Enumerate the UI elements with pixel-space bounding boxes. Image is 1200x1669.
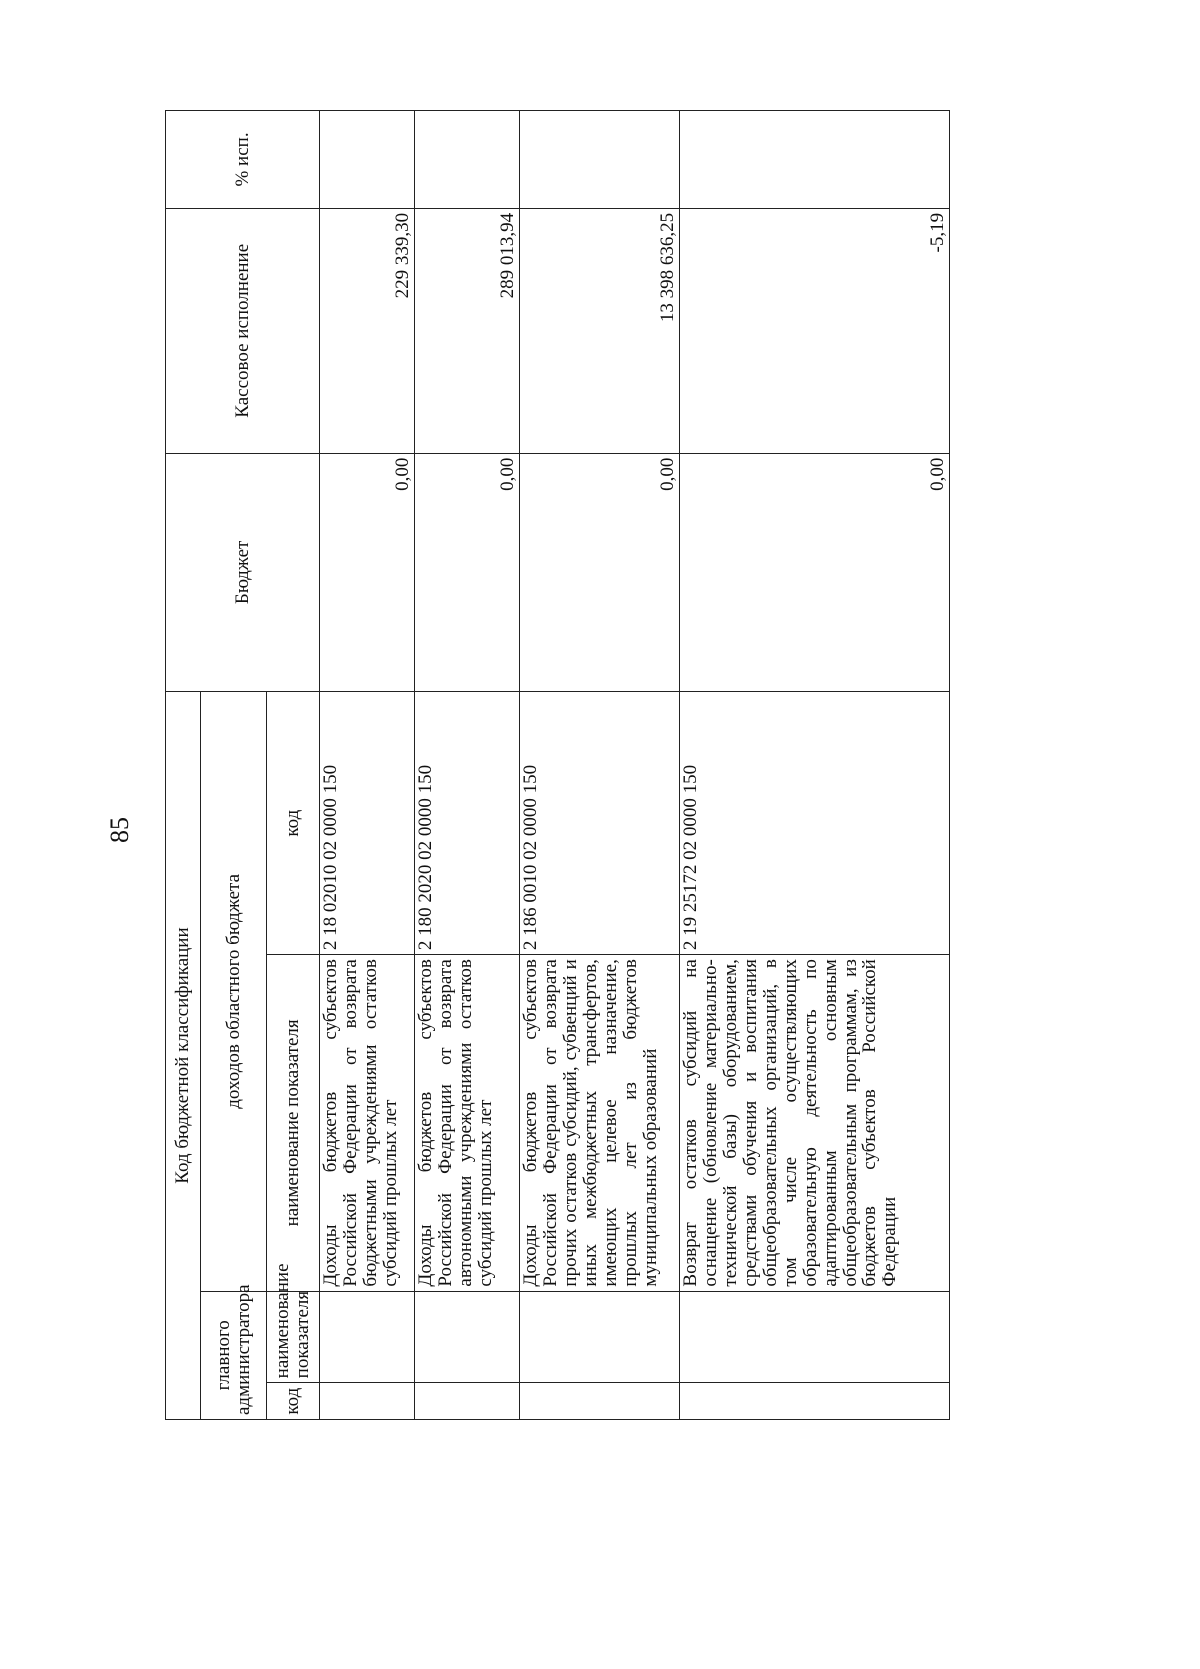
budget-header: Бюджет bbox=[166, 453, 320, 692]
percent-cell bbox=[415, 111, 520, 209]
percent-header: % исп. bbox=[166, 111, 320, 209]
cash-cell: 229 339,30 bbox=[320, 208, 415, 453]
percent-cell bbox=[320, 111, 415, 209]
budget-cell: 0,00 bbox=[415, 453, 520, 692]
budget-cell: 0,00 bbox=[520, 453, 680, 692]
cash-execution-header: Кассовое исполнение bbox=[166, 208, 320, 453]
admin-code-header: код bbox=[267, 1383, 320, 1420]
cash-cell: 289 013,94 bbox=[415, 208, 520, 453]
admin-name-header: наименование показателя bbox=[267, 1291, 320, 1383]
table-row bbox=[415, 111, 520, 1420]
income-code-header: код bbox=[267, 692, 320, 955]
income-name-header: наименование показателя bbox=[267, 955, 320, 1291]
admin-code-cell bbox=[680, 1383, 950, 1420]
budget-table-sheet bbox=[165, 110, 950, 1420]
admin-name-cell bbox=[320, 1291, 415, 1383]
income-code-cell: 2 19 25172 02 0000 150 bbox=[680, 692, 950, 955]
classification-header: Код бюджетной классификации bbox=[166, 692, 201, 1420]
header-row-1 bbox=[166, 111, 201, 1420]
page-number: 85 bbox=[105, 817, 134, 843]
budget-cell: 0,00 bbox=[680, 453, 950, 692]
budget-cell: 0,00 bbox=[320, 453, 415, 692]
income-code-cell: 2 180 2020 02 0000 150 bbox=[415, 692, 520, 955]
percent-cell bbox=[680, 111, 950, 209]
cash-cell: -5,19 bbox=[680, 208, 950, 453]
admin-code-cell bbox=[520, 1383, 680, 1420]
income-code-cell: 2 186 0010 02 0000 150 bbox=[520, 692, 680, 955]
admin-code-cell bbox=[320, 1383, 415, 1420]
main-admin-header: главного администратора bbox=[201, 1291, 267, 1419]
admin-name-cell bbox=[520, 1291, 680, 1383]
income-name-cell: Доходы бюджетов субъектов Российской Федерации от возврата прочих остатков субсидий, субвенций и иных межбюджетных трансфертов, имеющих целевое назначение, прошлых лет из бюджетов муниципальных образований bbox=[520, 955, 680, 1291]
percent-cell bbox=[520, 111, 680, 209]
table-row bbox=[680, 111, 950, 1420]
income-name-cell: Возврат остатков субсидий на оснащение (обновление материально-технической базы) оборудованием, средствами обучения и воспитания общеобразовательных организаций, в том числе осуществляющих образовательную деятельность по адаптированным основным общеобразовательным программам, из бюджетов субъектов Российской Федерации bbox=[680, 955, 950, 1291]
table-row bbox=[520, 111, 680, 1420]
admin-name-cell bbox=[415, 1291, 520, 1383]
regional-income-header: доходов областного бюджета bbox=[201, 692, 267, 1291]
table-row bbox=[320, 111, 415, 1420]
admin-code-cell bbox=[415, 1383, 520, 1420]
budget-table bbox=[165, 110, 950, 1420]
income-code-cell: 2 18 02010 02 0000 150 bbox=[320, 692, 415, 955]
cash-cell: 13 398 636,25 bbox=[520, 208, 680, 453]
income-name-cell: Доходы бюджетов субъектов Российской Федерации от возврата бюджетными учреждениями остатков субсидий прошлых лет bbox=[320, 955, 415, 1291]
admin-name-cell bbox=[680, 1291, 950, 1383]
income-name-cell: Доходы бюджетов субъектов Российской Федерации от возврата автономными учреждениями остатков субсидий прошлых лет bbox=[415, 955, 520, 1291]
